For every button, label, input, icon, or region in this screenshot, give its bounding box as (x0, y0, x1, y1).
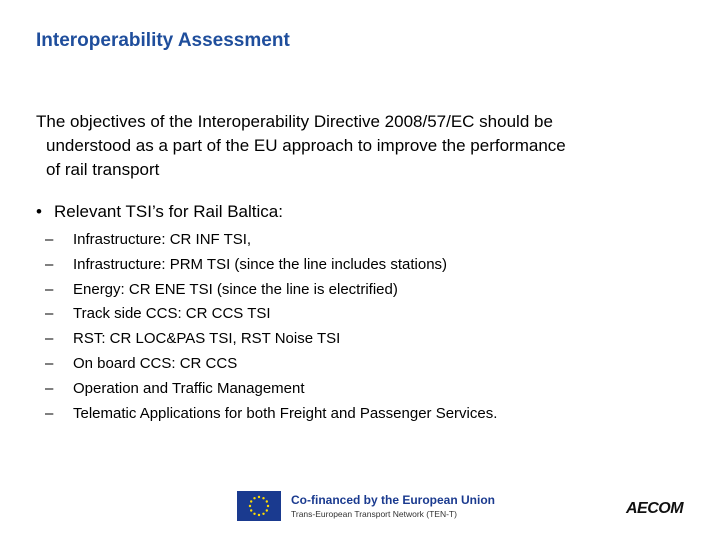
list-item (45, 228, 497, 253)
list-item-text: On board CCS: CR CCS (73, 354, 238, 372)
slide-title: Interoperability Assessment (36, 30, 290, 51)
eu-star (262, 497, 264, 499)
eu-star (258, 514, 260, 516)
list-item-text: Telematic Applications for both Freight and Passenger Services. (73, 404, 498, 422)
eu-flag-icon (237, 491, 281, 521)
dash-marker: – (45, 280, 54, 298)
bullet-marker: • (36, 202, 42, 221)
eu-cofinance-line-1: Co-financed by the European Union (291, 492, 496, 507)
eu-star (266, 509, 268, 511)
list-item-text: Operation and Traffic Management (73, 379, 305, 397)
tsi-sublist (45, 228, 497, 426)
eu-cofinance-text (291, 493, 495, 520)
eu-cofinance-line-2: Trans-European Transport Network (TEN-T) (291, 508, 457, 519)
bullet-relevant-tsi (36, 200, 283, 224)
eu-star (267, 505, 269, 507)
dash-marker: – (45, 231, 54, 248)
eu-star (253, 497, 255, 499)
list-item (45, 377, 497, 402)
list-item-text: Energy: CR ENE TSI (since the line is electrified) (73, 280, 398, 298)
list-item (45, 327, 497, 352)
intro-paragraph (36, 110, 686, 182)
list-item (45, 253, 497, 278)
list-item-text: Infrastructure: PRM TSI (since the line includes stations) (73, 255, 448, 273)
list-item (45, 402, 497, 427)
dash-marker: – (45, 379, 54, 397)
intro-line-1: The objectives of the Interoperability Directive 2008/57/EC should be (36, 112, 553, 131)
dash-marker: – (45, 305, 54, 323)
eu-star (250, 500, 252, 502)
list-item (45, 302, 497, 327)
list-item-text: RST: CR LOC&PAS TSI, RST Noise TSI (73, 330, 341, 348)
intro-line-2: understood as a part of the EU approach to improve the performance (46, 136, 566, 155)
list-item (45, 352, 497, 377)
dash-marker: – (45, 255, 54, 273)
aecom-logo: AECOM (626, 500, 684, 517)
eu-star (266, 500, 268, 502)
eu-cofinance-logo (237, 491, 495, 521)
dash-marker: – (45, 330, 54, 348)
dash-marker: – (45, 354, 54, 372)
eu-star (258, 496, 260, 498)
eu-star (249, 505, 251, 507)
bullet-text: Relevant TSI’s for Rail Baltica: (54, 202, 283, 221)
list-item-text: Track side CCS: CR CCS TSI (73, 305, 271, 323)
eu-star (250, 509, 252, 511)
list-item-text: Infrastructure: CR INF TSI, (73, 231, 252, 248)
list-item (45, 278, 497, 303)
intro-line-3: of rail transport (46, 160, 160, 179)
dash-marker: – (45, 404, 54, 422)
eu-star (262, 513, 264, 515)
eu-star (253, 513, 255, 515)
